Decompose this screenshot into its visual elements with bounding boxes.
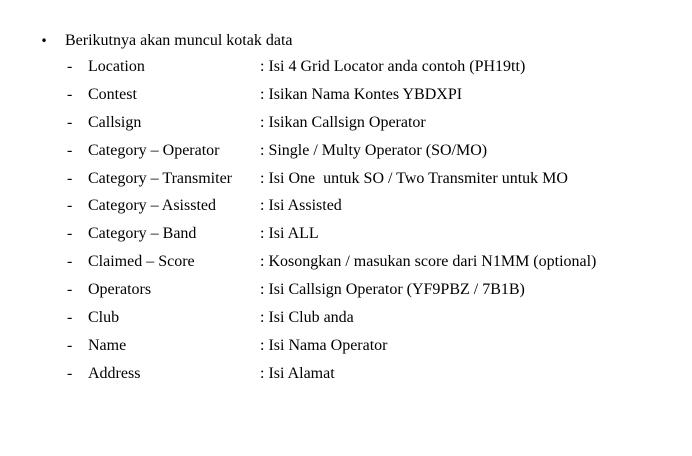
dash-marker: - [67,253,73,271]
field-row-operators [0,278,692,306]
field-label: Operators [88,281,152,299]
dash-marker: - [67,141,73,159]
field-value: : Isi 4 Grid Locator anda contoh (PH19tt) [260,58,526,75]
field-value: : Isikan Nama Kontes YBDXPI [260,85,463,103]
dash-marker: - [67,281,73,299]
dash-marker: - [67,169,73,187]
field-row-category-transmiter [0,167,692,195]
field-label: Location [88,58,145,75]
field-label: Claimed – Score [88,253,195,271]
field-row-club [0,306,692,334]
dash-marker: - [67,364,73,382]
field-label: Club [88,309,120,327]
field-value: : Isi Club anda [260,309,354,327]
field-row-location [0,55,692,83]
field-list [0,55,692,390]
field-row-name [0,334,692,362]
field-row-address [0,362,692,390]
dash-marker: - [67,336,73,354]
field-label: Contest [88,85,137,103]
field-value: : Isi Alamat [260,364,335,382]
field-row-contest [0,83,692,111]
field-label: Address [88,364,141,382]
field-row-category-asissted [0,194,692,222]
field-value: : Isikan Callsign Operator [260,113,426,131]
field-value: : Isi Callsign Operator (YF9PBZ / 7B1B) [260,281,525,299]
field-row-callsign [0,111,692,139]
field-label: Name [88,336,127,354]
field-label: Category – Transmiter [88,169,232,187]
dash-marker: - [67,58,73,75]
dash-marker: - [67,225,73,243]
intro-text: Berikutnya akan muncul kotak data [65,32,293,49]
field-row-category-band [0,222,692,250]
field-row-claimed-score [0,250,692,278]
field-value: : Single / Multy Operator (SO/MO) [260,141,488,159]
field-label: Callsign [88,113,142,131]
field-row-category-operator [0,139,692,167]
field-value: : Isi One untuk SO / Two Transmiter untuk MO [260,169,568,187]
dash-marker: - [67,113,73,131]
field-label: Category – Asissted [88,197,216,215]
field-label: Category – Band [88,225,197,243]
field-value: : Isi ALL [260,225,319,243]
dash-marker: - [67,309,73,327]
field-value: : Kosongkan / masukan score dari N1MM (optional) [260,253,597,271]
field-value: : Isi Assisted [260,197,342,215]
field-label: Category – Operator [88,141,220,159]
bullet-icon: • [40,34,48,48]
field-value: : Isi Nama Operator [260,336,388,354]
dash-marker: - [67,85,73,103]
dash-marker: - [67,197,73,215]
